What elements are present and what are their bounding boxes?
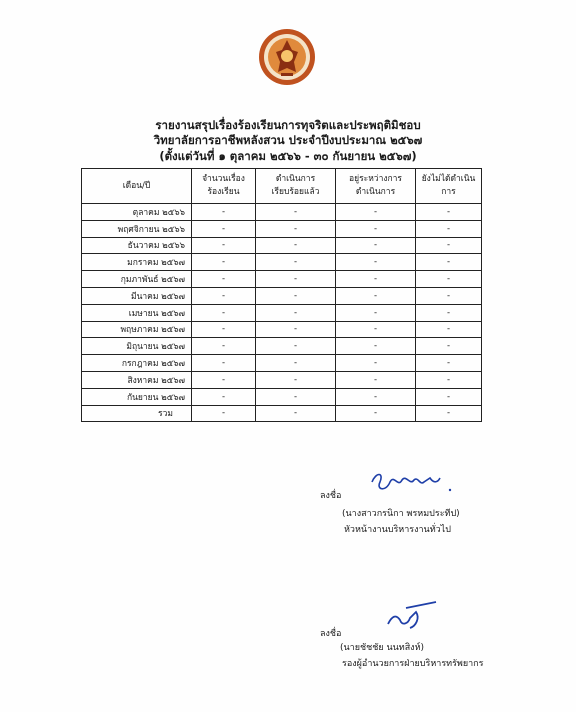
table-row xyxy=(82,338,482,355)
cell-not-started: - xyxy=(416,237,482,254)
cell-month: พฤษภาคม ๒๕๖๗ xyxy=(82,321,192,338)
cell-month: กุมภาพันธ์ ๒๕๖๗ xyxy=(82,271,192,288)
table-row xyxy=(82,220,482,237)
cell-complaints: - xyxy=(192,204,256,221)
total-not-started: - xyxy=(416,405,482,422)
cell-complaints: - xyxy=(192,220,256,237)
table-row xyxy=(82,304,482,321)
report-period: (ตั้งแต่วันที่ ๑ ตุลาคม ๒๕๖๖ - ๓๐ กันยายน ๒๕๖๗) xyxy=(159,149,417,163)
total-completed: - xyxy=(256,405,336,422)
table-row xyxy=(82,321,482,338)
cell-in-progress: - xyxy=(336,304,416,321)
sign-label: ลงชื่อ xyxy=(320,491,342,501)
college-seal-icon xyxy=(258,28,316,86)
cell-month: เมษายน ๒๕๖๗ xyxy=(82,304,192,321)
table-row xyxy=(82,204,482,221)
cell-complaints: - xyxy=(192,254,256,271)
cell-not-started: - xyxy=(416,287,482,304)
cell-completed: - xyxy=(256,338,336,355)
cell-complaints: - xyxy=(192,338,256,355)
cell-month: สิงหาคม ๒๕๖๗ xyxy=(82,371,192,388)
cell-in-progress: - xyxy=(336,355,416,372)
sign-label: ลงชื่อ xyxy=(320,629,342,639)
cell-complaints: - xyxy=(192,321,256,338)
cell-complaints: - xyxy=(192,237,256,254)
cell-month: ตุลาคม ๒๕๖๖ xyxy=(82,204,192,221)
cell-completed: - xyxy=(256,237,336,254)
cell-in-progress: - xyxy=(336,338,416,355)
table-row xyxy=(82,371,482,388)
cell-in-progress: - xyxy=(336,237,416,254)
table-row xyxy=(82,254,482,271)
cell-complaints: - xyxy=(192,371,256,388)
cell-completed: - xyxy=(256,388,336,405)
table-row xyxy=(82,287,482,304)
cell-completed: - xyxy=(256,371,336,388)
cell-completed: - xyxy=(256,271,336,288)
cell-not-started: - xyxy=(416,304,482,321)
handwritten-signature-icon xyxy=(366,468,456,498)
cell-in-progress: - xyxy=(336,220,416,237)
cell-in-progress: - xyxy=(336,204,416,221)
cell-not-started: - xyxy=(416,371,482,388)
cell-month: ธันวาคม ๒๕๖๖ xyxy=(82,237,192,254)
report-title: รายงานสรุปเรื่องร้องเรียนการทุจริตและประพฤติมิชอบ xyxy=(155,118,421,132)
col-complaints: จำนวนเรื่อง ร้องเรียน xyxy=(192,169,256,204)
cell-month: กันยายน ๒๕๖๗ xyxy=(82,388,192,405)
cell-in-progress: - xyxy=(336,321,416,338)
cell-not-started: - xyxy=(416,388,482,405)
cell-not-started: - xyxy=(416,338,482,355)
cell-completed: - xyxy=(256,355,336,372)
total-label: รวม xyxy=(82,405,192,422)
cell-complaints: - xyxy=(192,271,256,288)
cell-completed: - xyxy=(256,254,336,271)
cell-in-progress: - xyxy=(336,287,416,304)
cell-not-started: - xyxy=(416,220,482,237)
complaint-table xyxy=(81,168,482,422)
col-not-started: ยังไม่ได้ดำเนินการ xyxy=(416,169,482,204)
table-total-row xyxy=(82,405,482,422)
cell-complaints: - xyxy=(192,287,256,304)
col-month: เดือน/ปี xyxy=(82,169,192,204)
cell-in-progress: - xyxy=(336,388,416,405)
cell-completed: - xyxy=(256,304,336,321)
report-subtitle: วิทยาลัยการอาชีพหลังสวน ประจำปีงบประมาณ ๒๕๖๗ xyxy=(153,133,423,147)
cell-not-started: - xyxy=(416,204,482,221)
cell-month: มิถุนายน ๒๕๖๗ xyxy=(82,338,192,355)
handwritten-signature-icon xyxy=(366,598,456,634)
cell-complaints: - xyxy=(192,355,256,372)
table-row xyxy=(82,388,482,405)
signer-name: (นายชัชชัย นนทสิงห์) xyxy=(340,643,425,653)
cell-complaints: - xyxy=(192,304,256,321)
cell-month: มีนาคม ๒๕๖๗ xyxy=(82,287,192,304)
col-in-progress: อยู่ระหว่างการ ดำเนินการ xyxy=(336,169,416,204)
cell-month: มกราคม ๒๕๖๗ xyxy=(82,254,192,271)
cell-completed: - xyxy=(256,287,336,304)
cell-not-started: - xyxy=(416,271,482,288)
table-row xyxy=(82,271,482,288)
table-row xyxy=(82,355,482,372)
signer-position: รองผู้อำนวยการฝ่ายบริหารทรัพยากร xyxy=(342,659,484,669)
total-in-progress: - xyxy=(336,405,416,422)
table-row xyxy=(82,237,482,254)
cell-month: พฤศจิกายน ๒๕๖๖ xyxy=(82,220,192,237)
table-header-row xyxy=(82,169,482,204)
cell-completed: - xyxy=(256,321,336,338)
cell-in-progress: - xyxy=(336,254,416,271)
cell-in-progress: - xyxy=(336,371,416,388)
cell-completed: - xyxy=(256,220,336,237)
col-completed: ดำเนินการ เรียบร้อยแล้ว xyxy=(256,169,336,204)
cell-not-started: - xyxy=(416,321,482,338)
cell-complaints: - xyxy=(192,388,256,405)
cell-in-progress: - xyxy=(336,271,416,288)
cell-month: กรกฎาคม ๒๕๖๗ xyxy=(82,355,192,372)
cell-not-started: - xyxy=(416,355,482,372)
signer-name: (นางสาวกรนิกา พรหมประทีป) xyxy=(342,509,460,519)
total-complaints: - xyxy=(192,405,256,422)
cell-completed: - xyxy=(256,204,336,221)
signer-position: หัวหน้างานบริหารงานทั่วไป xyxy=(344,525,451,535)
cell-not-started: - xyxy=(416,254,482,271)
